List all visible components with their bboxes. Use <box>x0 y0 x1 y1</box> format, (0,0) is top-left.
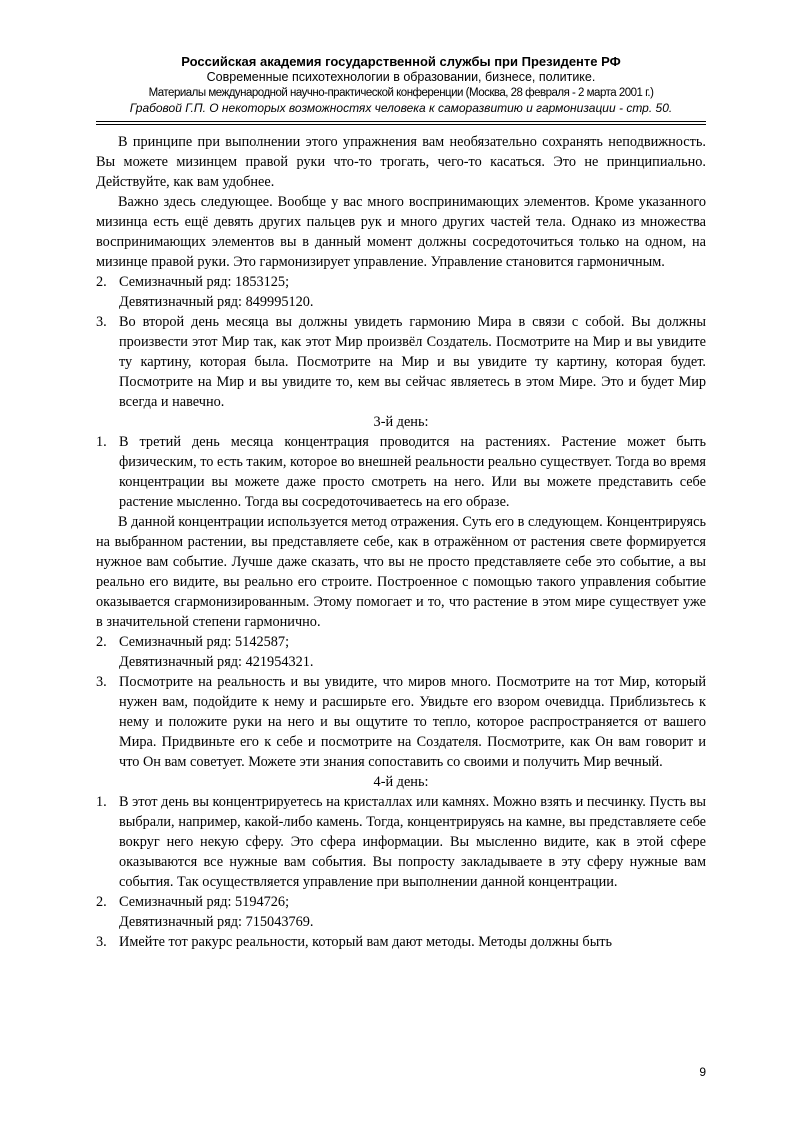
header-rule-bottom <box>96 124 706 125</box>
list-item-text: Имейте тот ракурс реальности, который вам дают методы. Методы должны быть <box>119 934 613 950</box>
list-number: 2. <box>96 894 107 910</box>
list-item <box>96 672 706 772</box>
list-item <box>96 432 706 512</box>
list-item <box>96 892 706 932</box>
header-article-ref: Грабовой Г.П. О некоторых возможностях человека к саморазвитию и гармонизации - стр. 50. <box>129 101 673 115</box>
list-number: 1. <box>96 794 107 810</box>
running-header <box>96 54 706 116</box>
list-number: 3. <box>96 314 107 330</box>
list-item-text: В этот день вы концентрируетесь на кристаллах или камнях. Можно взять и песчинку. Пусть вы выбрали, например, какой-либо камень. Тогда, концентрируясь на камне, вы представляете себе вокруг него некую сферу. Это сфера информации. Вы мысленно видите, как в этой сфере оказываются все нужные вам события. Вы попросту закладываете в эту сферу нужные вам события. Так осуществляется управление при выполнении данной концентрации. <box>119 794 706 890</box>
seven-digit-series: Семизначный ряд: 5142587; <box>119 634 290 650</box>
page-body <box>96 132 706 952</box>
header-rule-top <box>96 121 706 122</box>
nine-digit-series: Девятизначный ряд: 715043769. <box>119 914 314 930</box>
page-number: 9 <box>699 1065 706 1079</box>
list-number: 2. <box>96 274 107 290</box>
list-number: 1. <box>96 434 107 450</box>
list-item <box>96 272 706 312</box>
seven-digit-series: Семизначный ряд: 5194726; <box>119 894 290 910</box>
list-number: 2. <box>96 634 107 650</box>
header-conference: Материалы международной научно-практической конференции (Москва, 28 февраля - 2 марта 2001 г.) <box>148 87 654 99</box>
seven-digit-series: Семизначный ряд: 1853125; <box>119 274 290 290</box>
list-item-text: В третий день месяца концентрация проводится на растениях. Растение может быть физическим, то есть таким, которое во внешней реальности реально существует. Тогда во время концентрации вы можете даже просто смотреть на него. Или вы можете представить себе растение мысленно. Тогда вы сосредоточиваетесь на его образе. <box>119 434 706 510</box>
list-item-text: Посмотрите на реальность и вы увидите, что миров много. Посмотрите на тот Мир, который нужен вам, подойдите к нему и расширьте его. Увидьте его взором очевидца. Приблизьтесь к нему и положите руки на него и вы ощутите то тепло, которое распространяется от вашего Мира. Придвиньте его к себе и посмотрите на Создателя. Посмотрите, как Он вам говорит и что Он вам советует. Можете эти знания сопоставить со своими и получить Мир вечный. <box>119 674 706 770</box>
list-item <box>96 932 706 952</box>
paragraph: В данной концентрации используется метод отражения. Суть его в следующем. Концентрируясь на выбранном растении, вы представляете себе, как в отражённом от растения свете формируется нужное вам событие. Лучше даже сказать, что вы не просто представляете себе это событие, а вы реально его видите, вы реально его строите. Построенное с помощью такого управления событие оказывается сгармонизированным. Этому помогает и то, что растение в этом мире существует уже в значительной степени гармонично. <box>96 514 706 630</box>
list-item <box>96 792 706 892</box>
day-heading: 4-й день: <box>373 774 429 790</box>
paragraph: Важно здесь следующее. Вообще у вас много воспринимающих элементов. Кроме указанного мизинца есть ещё девять других пальцев рук и много других частей тела. Однако из множества воспринимающих элементов вы в данный момент должны сосредоточиться только на одном, на мизинце правой руки. Это гармонизирует управление. Управление становится гармоничным. <box>96 194 706 270</box>
header-collection-title: Современные психотехнологии в образовании, бизнесе, политике. <box>206 70 596 84</box>
list-item-text: Во второй день месяца вы должны увидеть гармонию Мира в связи с собой. Вы должны произвести этот Мир так, как этот Мир произвёл Создатель. Посмотрите на Мир и вы увидите ту картину, которая была. Посмотрите на Мир и вы увидите ту картину, которая будет. Посмотрите на Мир и вы увидите то, кем вы сейчас являетесь в этом Мире. Это и будет Мир всегда и навечно. <box>119 314 706 410</box>
list-number: 3. <box>96 674 107 690</box>
list-item <box>96 632 706 672</box>
paragraph: В принципе при выполнении этого упражнения вам необязательно сохранять неподвижность. Вы можете мизинцем правой руки что-то трогать, чего-то касаться. Это не принципиально. Действуйте, как вам удобнее. <box>96 134 706 190</box>
nine-digit-series: Девятизначный ряд: 421954321. <box>119 654 314 670</box>
day-heading: 3-й день: <box>373 414 429 430</box>
list-number: 3. <box>96 934 107 950</box>
nine-digit-series: Девятизначный ряд: 849995120. <box>119 294 314 310</box>
header-institution: Российская академия государственной службы при Президенте РФ <box>181 54 621 69</box>
list-item <box>96 312 706 412</box>
